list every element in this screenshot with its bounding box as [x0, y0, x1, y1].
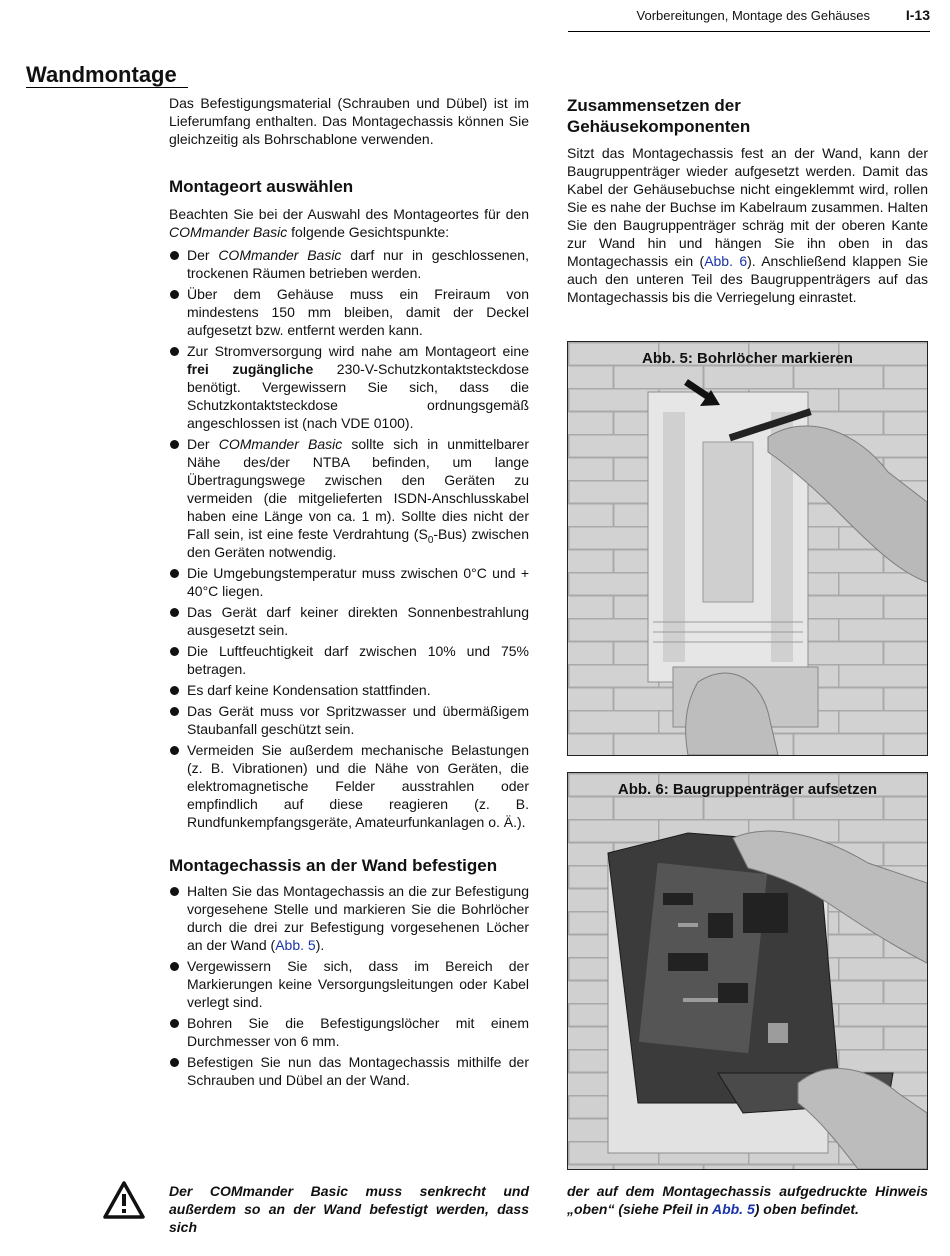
list-item: Über dem Gehäuse muss ein Freiraum von mindestens 150 mm bleiben, damit der Deckel aufgesetzt bzw. entfernt werden kann.: [169, 285, 529, 339]
list-item: Vermeiden Sie außerdem mechanische Belastungen (z. B. Vibrationen) und die Nähe von Geräten, die elektromagnetische Felder ausstrahlen oder empfindlich auf diese reagieren (z. B. Rundfunkempfangsgeräte, Amateurfunkanlagen o. Ä.).: [169, 741, 529, 831]
title-underline: [26, 87, 188, 88]
zusammensetzen-paragraph: Sitzt das Montagechassis fest an der Wand, kann der Baugruppenträger wieder aufgesetzt werden. Damit das Kabel der Gehäusebuchse nicht eingeklemmt wird, rollen Sie es nahe der Buchse im Kabelraum zusammen. Halten Sie den Baugruppenträger schräg mit der oberen Kante zur Wand hin und hängen Sie ihn oben in das Montagechassis ein (Abb. 6). Anschließend klappen Sie auch den unteren Teil des Baugruppenträgers auf das Montagechassis bis die Verriegelung einrastet.: [567, 145, 928, 305]
figure-6-caption: Abb. 6: Baugruppenträger aufsetzen: [617, 781, 878, 798]
figure-5-photo: [568, 342, 927, 755]
list-item: Der COMmander Basic darf nur in geschlossenen, trockenen Räumen betrieben werden.: [169, 246, 529, 282]
list-item: Halten Sie das Montagechassis an die zur Befestigung vorgesehene Stelle und markieren Sie die Bohrlöcher durch die drei zur Befestigung vorgesehenen Löcher an der Wand (Abb. 5).: [169, 882, 529, 954]
header-rule: [568, 31, 930, 32]
list-item: Die Umgebungstemperatur muss zwischen 0°C und + 40°C liegen.: [169, 564, 529, 600]
list-item: Bohren Sie die Befestigungslöcher mit einem Durchmesser von 6 mm.: [169, 1014, 529, 1050]
warning-triangle-icon: [103, 1180, 145, 1220]
figure-5: [567, 341, 928, 756]
figure-5-caption: Abb. 5: Bohrlöcher markieren: [642, 350, 853, 367]
note-text-left: Der COMmander Basic muss senkrecht und außerdem so an der Wand befestigt werden, dass sich: [169, 1183, 529, 1235]
right-column: [567, 95, 928, 306]
intro-paragraph: Das Befestigungsmaterial (Schrauben und Dübel) ist im Lieferumfang enthalten. Das Montagechassis können Sie gleichzeitig als Bohrschablone verwenden.: [169, 95, 529, 147]
list-item: Das Gerät muss vor Spritzwasser und übermäßigem Staubanfall geschützt sein.: [169, 702, 529, 738]
list-item: Das Gerät darf keiner direkten Sonnenbestrahlung ausgesetzt sein.: [169, 603, 529, 639]
page-title: Wandmontage: [26, 62, 177, 87]
chassis-list: [169, 882, 529, 1089]
left-column: [169, 94, 529, 1092]
abb6-link[interactable]: Abb. 6: [704, 253, 748, 269]
running-header-title: Vorbereitungen, Montage des Gehäuses: [636, 8, 870, 23]
montageort-heading: Montageort auswählen: [169, 177, 354, 196]
note-text-right: der auf dem Montagechassis aufgedruckte Hinweis „oben“ (siehe Pfeil in Abb. 5) oben befindet.: [567, 1183, 928, 1217]
montageort-list: [169, 246, 529, 831]
list-item: Vergewissern Sie sich, dass im Bereich der Markierungen keine Versorgungsleitungen oder Kabel verlegt sind.: [169, 957, 529, 1011]
page-number: I-13: [905, 7, 930, 23]
figure-6-photo: [568, 773, 927, 1169]
zusammensetzen-heading: Zusammensetzen der Gehäusekomponenten: [567, 96, 751, 136]
abb5-link[interactable]: Abb. 5: [275, 937, 316, 953]
list-item: Befestigen Sie nun das Montagechassis mithilfe der Schrauben und Dübel an der Wand.: [169, 1053, 529, 1089]
list-item: Der COMmander Basic sollte sich in unmittelbarer Nähe des/der NTBA befinden, um lange Übertragungswege zwischen den Geräten zu vermeiden (die mitgelieferten ISDN-Anschlusskabel haben eine Länge von ca. 1 m). Sollte dies nicht der Fall sein, ist eine feste Verdrahtung $(S_0-Bus)$ zwischen den Geräten notwendig.: [169, 435, 529, 561]
figure-6: [567, 772, 928, 1170]
list-item: Zur Stromversorgung wird nahe am Montageort eine frei zugängliche 230-V-Schutzkontaktsteckdose benötigt. Vergewissern Sie sich, dass die Schutzkontaktsteckdose ordnungsgemäß angeschlossen ist (nach VDE 0100).: [169, 342, 529, 432]
list-item: Es darf keine Kondensation stattfinden.: [169, 681, 529, 699]
list-item: Die Luftfeuchtigkeit darf zwischen 10% und 75% betragen.: [169, 642, 529, 678]
abb5-link-note[interactable]: Abb. 5: [711, 1201, 755, 1217]
chassis-heading: Montagechassis an der Wand befestigen: [169, 856, 498, 875]
montageort-intro: Beachten Sie bei der Auswahl des Montageortes für den COMmander Basic folgende Gesichtspunkte:: [169, 206, 529, 240]
